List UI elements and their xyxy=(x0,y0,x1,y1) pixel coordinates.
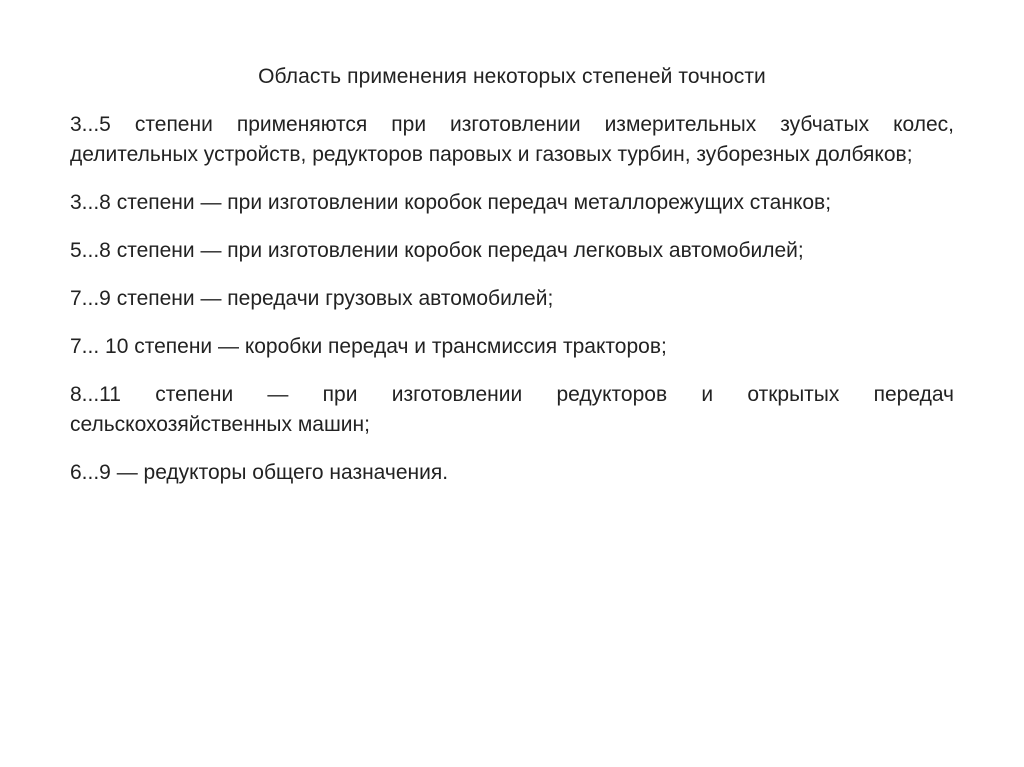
list-item: 5...8 степени — при изготовлении коробок передач легковых автомобилей; xyxy=(70,239,804,262)
list-item: 7... 10 степени — коробки передач и трансмиссия тракторов; xyxy=(70,335,667,358)
list-item: 3...5 степени применяются при изготовлении измерительных зубчатых колес, делительных устройств, редукторов паровых и газовых турбин, зуборезных долбяков; xyxy=(70,113,954,166)
slide-title: Область применения некоторых степеней точности xyxy=(258,65,766,88)
precision-list xyxy=(70,110,954,488)
list-item: 6...9 — редукторы общего назначения. xyxy=(70,461,449,484)
list-item: 7...9 степени — передачи грузовых автомобилей; xyxy=(70,287,554,310)
list-item: 8...11 степени — при изготовлении редукторов и открытых передач сельскохозяйственных машин; xyxy=(70,383,954,436)
list-item: 3...8 степени — при изготовлении коробок передач металлорежущих станков; xyxy=(70,191,832,214)
